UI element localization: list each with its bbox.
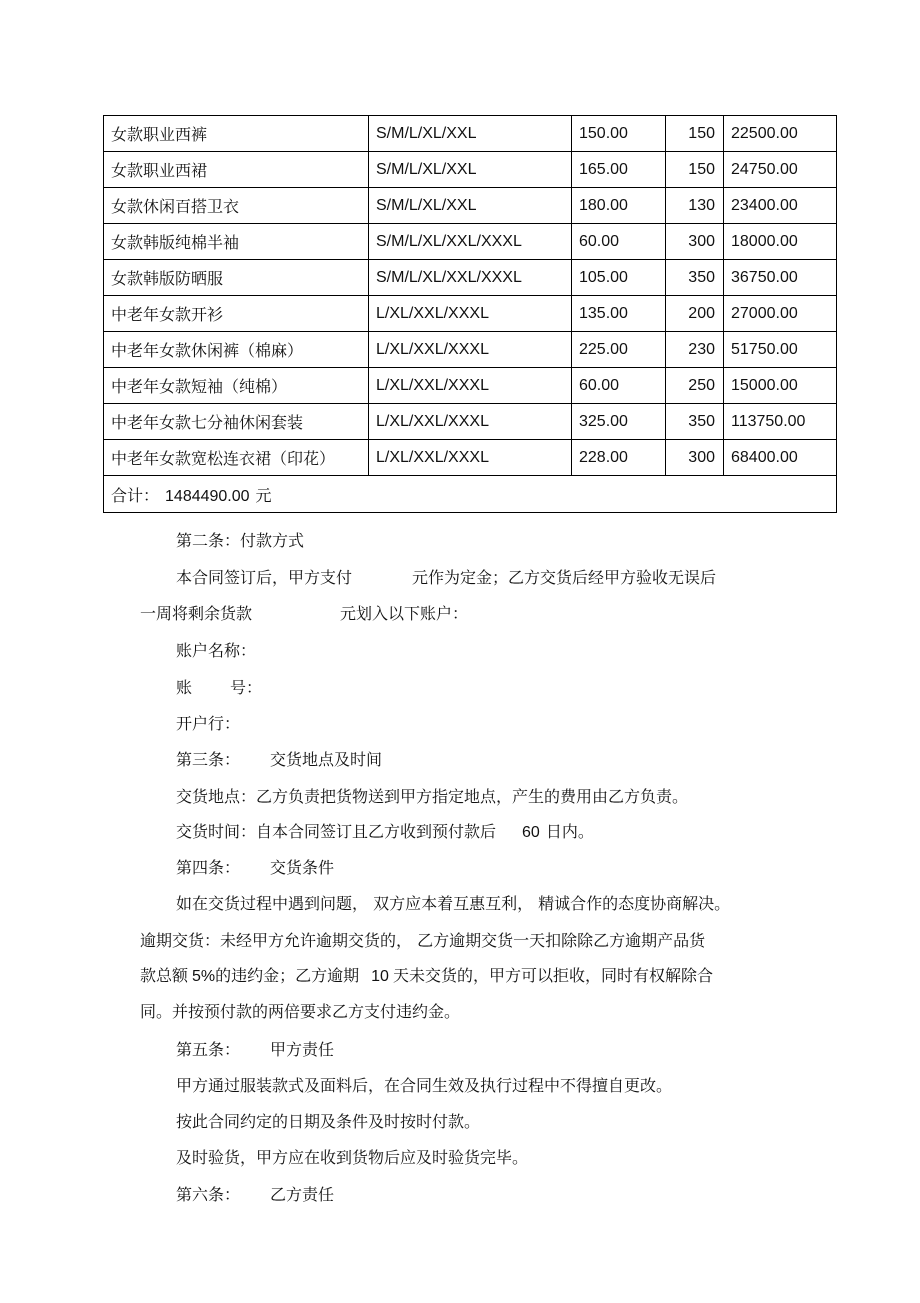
table-row [104,440,837,476]
article-2-p2-start: 一周将剩余货款 [140,604,253,623]
total-unit: 元 [255,485,272,505]
amount-cell: 36750.00 [724,260,837,296]
article-5-paragraph-1: 甲方通过服装款式及面料后，在合同生效及执行过程中不得擅自更改。 [176,1076,673,1095]
size-range-cell: S/M/L/XL/XXL [369,188,572,224]
unit-price-cell: 60.00 [572,224,666,260]
amount-cell: 51750.00 [724,332,837,368]
size-range-cell: S/M/L/XL/XXL/XXXL [369,224,572,260]
unit-price-cell: 165.00 [572,152,666,188]
article-6-heading [176,1185,334,1205]
size-range-cell: L/XL/XXL/XXXL [369,404,572,440]
total-cell [104,476,837,513]
quantity-cell: 230 [666,332,724,368]
delivery-time-end: 日内。 [545,822,594,841]
product-name-cell: 女款职业西裙 [104,152,369,188]
amount-cell: 23400.00 [724,188,837,224]
product-name-cell: 女款韩版纯棉半袖 [104,224,369,260]
article-5-heading [176,1040,334,1060]
article-5-paragraph-2: 按此合同约定的日期及条件及时按时付款。 [176,1112,481,1131]
amount-cell: 15000.00 [724,368,837,404]
article-2-p1-start: 本合同签订后，甲方支付 [176,568,353,587]
unit-price-cell: 225.00 [572,332,666,368]
size-range-cell: S/M/L/XL/XXL [369,116,572,152]
size-range-cell: L/XL/XXL/XXXL [369,440,572,476]
quantity-cell: 150 [666,152,724,188]
goods-table-body [104,116,837,476]
quantity-cell: 300 [666,224,724,260]
quantity-cell: 300 [666,440,724,476]
amount-cell: 24750.00 [724,152,837,188]
table-row [104,152,837,188]
account-number-label-a: 账 [176,678,193,697]
delivery-place: 交货地点：乙方负责把货物送到甲方指定地点，产生的费用由乙方负责。 [176,787,689,806]
table-row [104,116,837,152]
product-name-cell: 中老年女款七分袖休闲套装 [104,404,369,440]
quantity-cell: 250 [666,368,724,404]
quantity-cell: 130 [666,188,724,224]
total-value: 1484490.00 [165,487,250,505]
unit-price-cell: 135.00 [572,296,666,332]
article-2-p2-end: 元划入以下账户： [340,604,469,623]
unit-price-cell: 325.00 [572,404,666,440]
unit-price-cell: 228.00 [572,440,666,476]
article-4-title: 交货条件 [270,858,335,877]
amount-cell: 68400.00 [724,440,837,476]
article-4-paragraph-4: 同。并按预付款的两倍要求乙方支付违约金。 [140,1002,461,1021]
article-2-p1-end: 元作为定金；乙方交货后经甲方验收无误后 [412,568,717,587]
delivery-time [176,822,594,843]
goods-table [103,115,837,513]
quantity-cell: 350 [666,404,724,440]
product-name-cell: 中老年女款宽松连衣裙（印花） [104,440,369,476]
total-row [104,476,837,513]
size-range-cell: L/XL/XXL/XXXL [369,332,572,368]
quantity-cell: 350 [666,260,724,296]
table-row [104,332,837,368]
account-number-label-b: 号： [230,678,263,697]
account-name-line: 账户名称： [176,641,257,660]
quantity-cell: 200 [666,296,724,332]
account-number-line [176,678,262,698]
article-3-heading [176,750,382,770]
total-label: 合计： [111,485,160,505]
amount-cell: 113750.00 [724,404,837,440]
article-3-title: 交货地点及时间 [270,750,383,769]
table-row [104,296,837,332]
size-range-cell: L/XL/XXL/XXXL [369,368,572,404]
article-4-p3-start: 款总额 [140,966,189,985]
quantity-cell: 150 [666,116,724,152]
product-name-cell: 女款韩版防晒服 [104,260,369,296]
article-3-label: 第三条： [176,750,241,769]
article-6-label: 第六条： [176,1185,241,1204]
article-4-paragraph-3 [140,966,713,987]
article-6-title: 乙方责任 [270,1185,335,1204]
unit-price-cell: 150.00 [572,116,666,152]
product-name-cell: 女款休闲百搭卫衣 [104,188,369,224]
article-4-paragraph-2: 逾期交货：未经甲方允许逾期交货的， 乙方逾期交货一天扣除除乙方逾期产品货 [140,931,706,950]
amount-cell: 18000.00 [724,224,837,260]
size-range-cell: S/M/L/XL/XXL/XXXL [369,260,572,296]
article-4-p3-mid: 的违约金；乙方逾期 [215,966,360,985]
delivery-time-days: 60 [522,824,540,841]
size-range-cell: S/M/L/XL/XXL [369,152,572,188]
table-row [104,224,837,260]
article-4-paragraph-1: 如在交货过程中遇到问题， 双方应本着互惠互利， 精诚合作的态度协商解决。 [176,894,731,913]
product-name-cell: 中老年女款短袖（纯棉） [104,368,369,404]
article-2-paragraph-2 [140,604,468,624]
table-row [104,260,837,296]
product-name-cell: 中老年女款开衫 [104,296,369,332]
table-row [104,404,837,440]
product-name-cell: 女款职业西裤 [104,116,369,152]
article-4-label: 第四条： [176,858,241,877]
article-2-title: 第二条：付款方式 [176,531,305,550]
article-2-paragraph-1 [176,568,716,588]
penalty-percent: 5% [192,968,216,985]
unit-price-cell: 105.00 [572,260,666,296]
article-4-p3-end: 天未交货的，甲方可以拒收，同时有权解除合 [392,966,713,985]
table-row [104,188,837,224]
delivery-time-start: 交货时间：自本合同签订且乙方收到预付款后 [176,822,497,841]
table-row [104,368,837,404]
article-5-label: 第五条： [176,1040,241,1059]
article-4-heading [176,858,334,878]
amount-cell: 27000.00 [724,296,837,332]
unit-price-cell: 60.00 [572,368,666,404]
bank-line: 开户行： [176,714,241,733]
unit-price-cell: 180.00 [572,188,666,224]
product-name-cell: 中老年女款休闲裤（棉麻） [104,332,369,368]
size-range-cell: L/XL/XXL/XXXL [369,296,572,332]
article-5-paragraph-3: 及时验货，甲方应在收到货物后应及时验货完毕。 [176,1148,529,1167]
overdue-days: 10 [371,968,389,985]
article-5-title: 甲方责任 [270,1040,335,1059]
amount-cell: 22500.00 [724,116,837,152]
